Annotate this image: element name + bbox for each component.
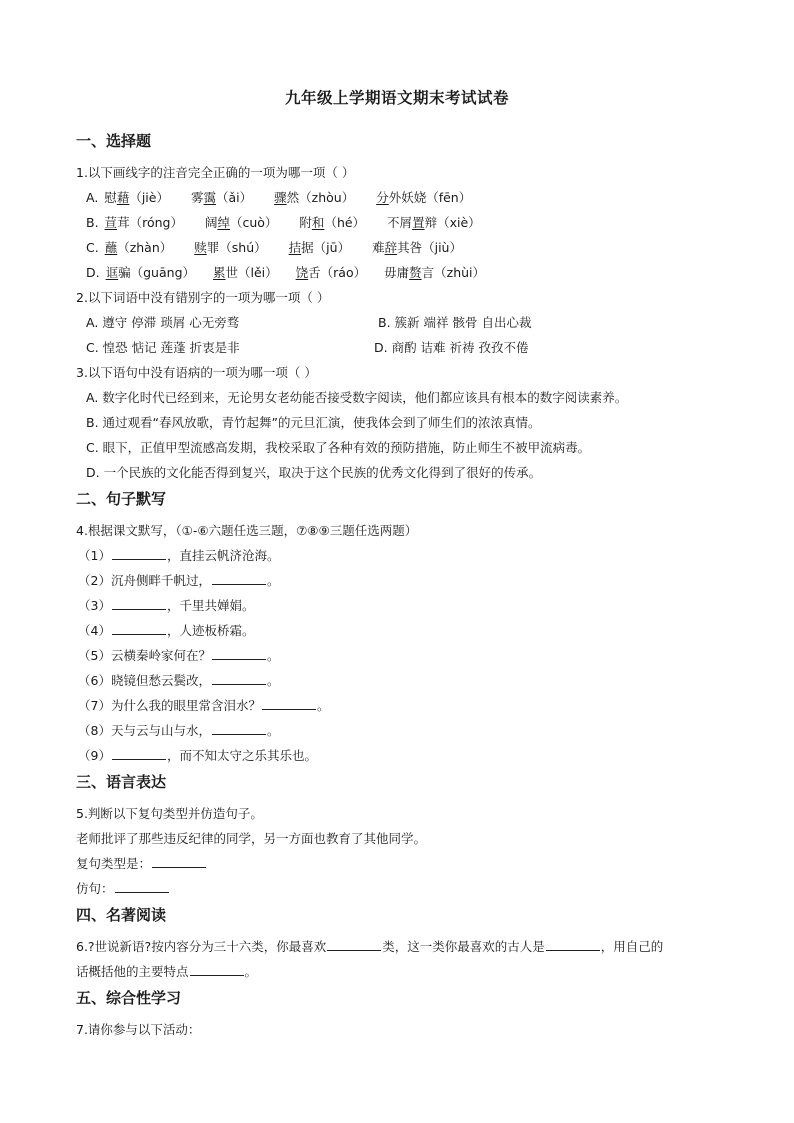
q3-option-d: D. 一个民族的文化能否得到复兴，取决于这个民族的优秀文化得到了很好的传承。 <box>86 465 542 480</box>
q1-option-c: C. 蘸（zhàn） 赎罪（shú） 拮据（jū） 难辞其咎（jiù） <box>86 240 462 255</box>
answer-blank[interactable] <box>112 547 166 560</box>
section-heading-comprehensive: 五、综合性学习 <box>76 989 182 1007</box>
q2-option-a: A. 遵守 停滞 琐屑 心无旁骛 <box>86 315 240 330</box>
q3-option-b: B. 通过观看“春风放歌，青竹起舞”的元旦汇演，使我体会到了师生们的浓浓真情。 <box>86 415 541 430</box>
question-4-stem: 4.根据课文默写，（①-⑥六题任选三题，⑦⑧⑨三题任选两题） <box>76 523 418 538</box>
q5-sentence: 老师批评了那些违反纪律的同学，另一方面也教育了其他同学。 <box>76 831 427 846</box>
answer-blank[interactable] <box>212 722 266 735</box>
q4-item-4: （4） ，人迹板桥霜。 <box>78 623 255 638</box>
q1-option-b: B. 荁茸（róng） 阔绰（cuò） 附和（hé） 不屑置辩（xiè） <box>86 215 481 230</box>
section-heading-expression: 三、语言表达 <box>76 773 167 791</box>
q3-option-a: A. 数字化时代已经到来，无论男女老幼能否接受数字阅读，他们都应该具有根本的数字阅读素养。 <box>86 390 628 405</box>
answer-blank[interactable] <box>327 938 381 951</box>
q4-item-1: （1） ，直挂云帆济沧海。 <box>78 548 280 563</box>
q4-item-7: （7）为什么我的眼里常含泪水？ 。 <box>78 698 330 713</box>
q4-item-8: （8）天与云与山与水， 。 <box>78 723 280 738</box>
q5-imitate-line: 仿句： <box>76 879 170 897</box>
q3-option-c: C. 眼下，正值甲型流感高发期，我校采取了各种有效的预防措施，防止师生不被甲流病毒。 <box>86 440 591 455</box>
question-5-stem: 5.判断以下复句类型并仿造句子。 <box>76 806 263 821</box>
exam-title: 九年级上学期语文期末考试试卷 <box>284 89 509 107</box>
q2-option-b: B. 簇新 端祥 骸骨 自出心裁 <box>378 315 532 330</box>
answer-blank[interactable] <box>212 647 266 660</box>
answer-blank[interactable] <box>112 597 166 610</box>
q4-item-5: （5）云横秦岭家何在？ 。 <box>78 648 280 663</box>
answer-blank[interactable] <box>112 747 166 760</box>
q1-option-a: A. 慰藉（jiè） 雾霭（ǎi） 骤然（zhòu） 分外妖娆（fēn） <box>86 190 472 205</box>
section-heading-choice: 一、选择题 <box>76 132 152 150</box>
section-heading-dictation: 二、句子默写 <box>76 490 167 508</box>
q4-item-6: （6）晓镜但愁云鬓改， 。 <box>78 673 280 688</box>
q2-option-c: C. 惶恐 惦记 莲蓬 折衷是非 <box>86 340 240 355</box>
q4-item-9: （9） ，而不知太守之乐其乐也。 <box>78 748 317 763</box>
question-2-stem: 2.以下词语中没有错别字的一项为哪一项（ ） <box>76 290 330 305</box>
question-7-stem: 7.请你参与以下活动： <box>76 1022 201 1037</box>
q4-item-3: （3） ，千里共婵娟。 <box>78 598 255 613</box>
answer-blank[interactable] <box>546 938 600 951</box>
q2-option-d: D. 商酌 诘难 祈祷 孜孜不倦 <box>374 340 529 355</box>
question-3-stem: 3.以下语句中没有语病的一项为哪一项（ ） <box>76 365 317 380</box>
question-6-line-1: 6.?世说新语?按内容分为三十六类，你最喜欢 类，这一类你最喜欢的古人是 ，用自己的 <box>76 939 664 954</box>
q4-item-2: （2）沉舟侧畔千帆过， 。 <box>78 573 280 588</box>
q1-option-d: D. 诓骗（guāng） 累世（lěi） 饶舌（ráo） 毋庸赘言（zhùi） <box>86 265 486 280</box>
answer-blank[interactable] <box>115 880 169 893</box>
answer-blank[interactable] <box>212 572 266 585</box>
q5-type-line: 复句类型是： <box>76 854 207 872</box>
section-heading-classics: 四、名著阅读 <box>76 906 167 924</box>
answer-blank[interactable] <box>152 855 206 868</box>
question-1-stem: 1.以下画线字的注音完全正确的一项为哪一项（ ） <box>76 165 355 180</box>
answer-blank[interactable] <box>112 622 166 635</box>
answer-blank[interactable] <box>262 697 316 710</box>
question-6-line-2: 话概括他的主要特点 。 <box>76 964 258 979</box>
answer-blank[interactable] <box>190 963 244 976</box>
answer-blank[interactable] <box>212 672 266 685</box>
